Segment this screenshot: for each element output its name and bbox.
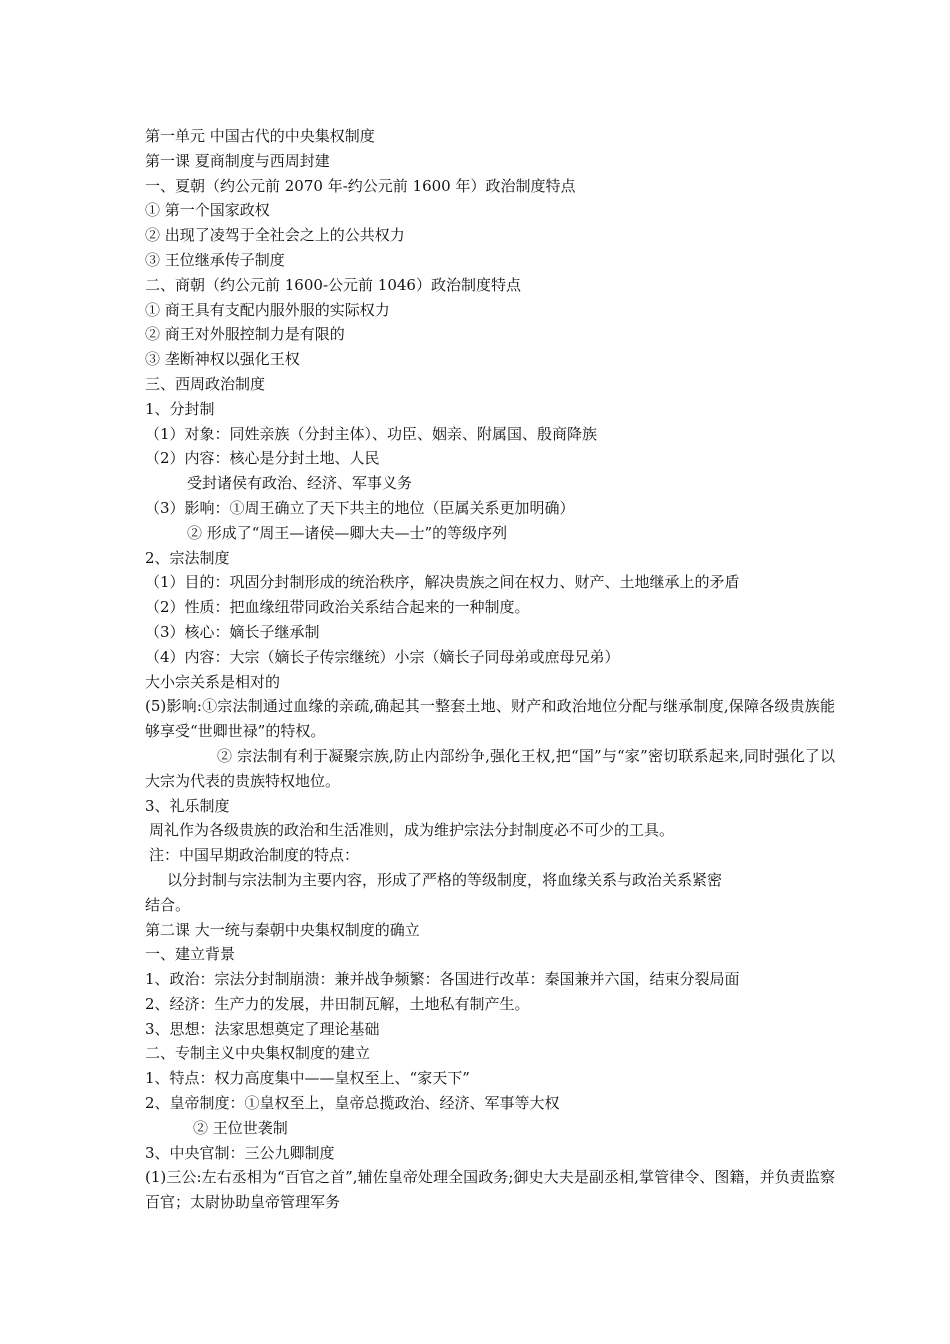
section-heading: 二、商朝（约公元前 1600-公元前 1046）政治制度特点	[145, 275, 521, 294]
text-line: 1、特点：权力高度集中——皇权至上、“家天下”	[145, 1069, 470, 1088]
text-line: （1）对象：同姓亲族（分封主体）、功臣、姻亲、附属国、殷商降族	[145, 424, 598, 443]
text-line: 结合。	[145, 895, 191, 914]
lesson-1-title: 第一课 夏商制度与西周封建	[145, 151, 330, 170]
section-heading: 一、建立背景	[145, 945, 236, 964]
unit-title: 第一单元 中国古代的中央集权制度	[145, 127, 375, 145]
list-item: ② 出现了凌驾于全社会之上的公共权力	[145, 226, 405, 245]
lesson-2-title: 第二课 大一统与秦朝中央集权制度的确立	[145, 920, 420, 939]
paragraph: (5)影响:①宗法制通过血缘的亲疏,确起其一整套土地、财产和政治地位分配与继承制度,保障各级贵族能够享受“世卿世禄”的特权。	[145, 697, 835, 741]
paragraph: (1)三公:左右丞相为“百官之首”,辅佐皇帝处理全国政务;御史大夫是副丞相,掌管律令、图籍，并负责监察百官；太尉协助皇帝管理军务	[145, 1168, 835, 1212]
subsection-heading: 2、宗法制度	[145, 548, 230, 567]
list-item: ① 第一个国家政权	[145, 201, 270, 220]
text-line: 3、中央官制：三公九卿制度	[145, 1143, 335, 1162]
text-line: 受封诸侯有政治、经济、军事义务	[187, 474, 413, 493]
text-line: （4）内容：大宗（嫡长子传宗继统）小宗（嫡长子同母弟或庶母兄弟）	[145, 647, 620, 666]
text-line: （2）性质：把血缘纽带同政治关系结合起来的一种制度。	[145, 598, 530, 617]
list-item: ③ 王位继承传子制度	[145, 250, 285, 269]
subsection-heading: 3、礼乐制度	[145, 796, 230, 815]
text-line: ② 形成了“周王—诸侯—卿大夫—士”的等级序列	[187, 523, 508, 542]
list-item: ② 商王对外服控制力是有限的	[145, 325, 345, 344]
section-heading: 一、夏朝（约公元前 2070 年-约公元前 1600 年）政治制度特点	[145, 176, 576, 195]
text-line: 3、思想：法家思想奠定了理论基础	[145, 1019, 380, 1038]
text-line: （3）影响：①周王确立了天下共主的地位（臣属关系更加明确）	[145, 498, 575, 517]
subsection-heading: 1、分封制	[145, 399, 215, 418]
text-line: 周礼作为各级贵族的政治和生活准则，成为维护宗法分封制度必不可少的工具。	[149, 821, 675, 840]
paragraph: ② 宗法制有利于凝聚宗族,防止内部纷争,强化王权,把“国”与“家”密切联系起来,同时强化了以大宗为代表的贵族特权地位。	[145, 746, 835, 790]
text-line: 大小宗关系是相对的	[145, 672, 281, 691]
text-line: 2、经济：生产力的发展，井田制瓦解，土地私有制产生。	[145, 994, 530, 1013]
text-line: 以分封制与宗法制为主要内容，形成了严格的等级制度，将血缘关系与政治关系紧密	[167, 870, 723, 889]
document-body	[145, 124, 835, 1215]
text-line: （2）内容：核心是分封土地、人民	[145, 449, 380, 468]
text-line: （3）核心：嫡长子继承制	[145, 622, 320, 641]
text-line: （1）目的：巩固分封制形成的统治秩序，解决贵族之间在权力、财产、土地继承上的矛盾	[145, 573, 740, 592]
section-heading: 二、专制主义中央集权制度的建立	[145, 1044, 371, 1063]
text-line: 2、皇帝制度：①皇权至上，皇帝总揽政治、经济、军事等大权	[145, 1094, 560, 1113]
note-heading: 注：中国早期政治制度的特点：	[149, 846, 360, 865]
section-heading: 三、西周政治制度	[145, 374, 266, 393]
list-item: ① 商王具有支配内服外服的实际权力	[145, 300, 390, 319]
text-line: 1、政治：宗法分封制崩溃：兼并战争频繁：各国进行改革：秦国兼并六国，结束分裂局面	[145, 970, 740, 989]
text-line: ② 王位世袭制	[193, 1118, 288, 1137]
list-item: ③ 垄断神权以强化王权	[145, 350, 300, 369]
